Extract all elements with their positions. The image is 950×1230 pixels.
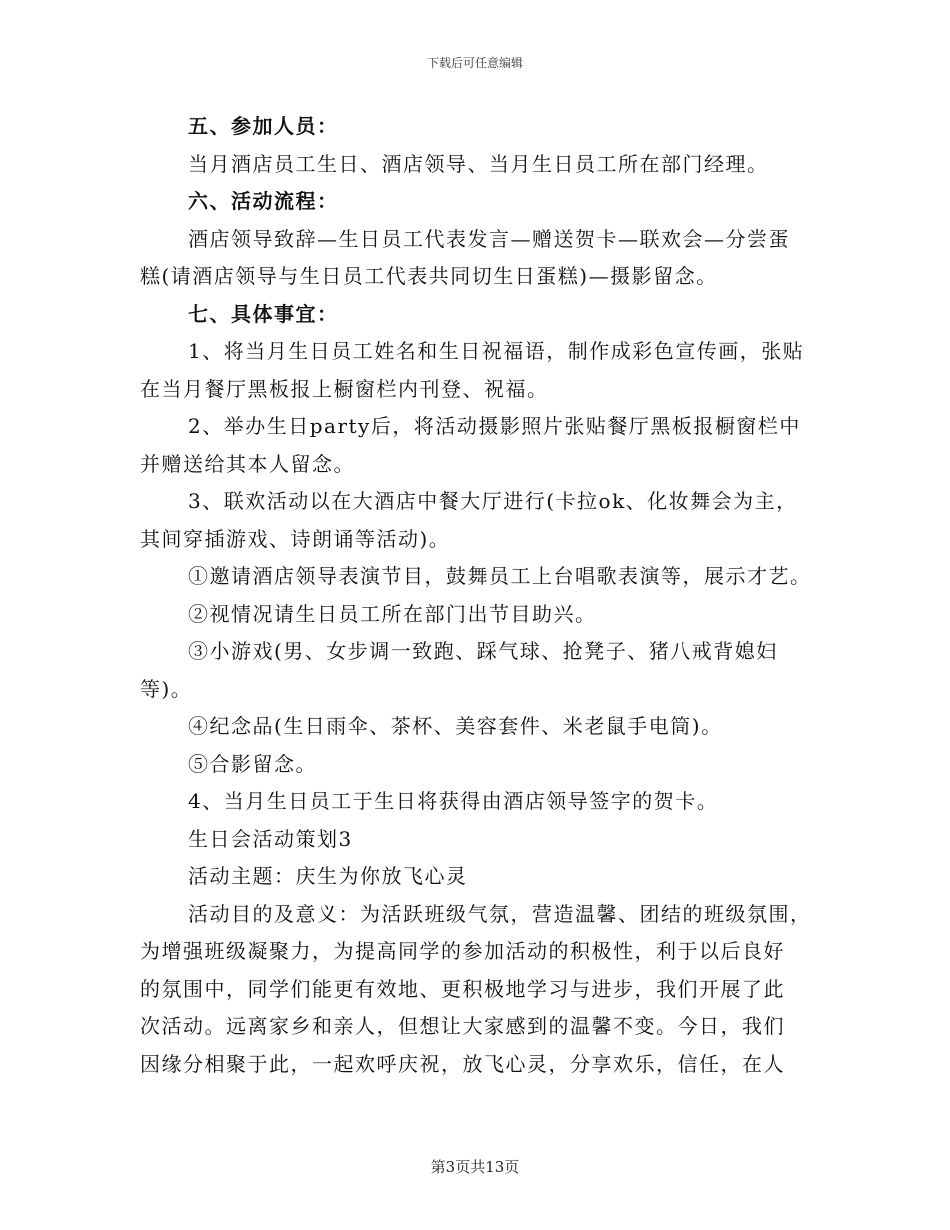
paragraph-line: 次活动。远离家乡和亲人，但想让大家感到的温馨不变。今日，我们 bbox=[140, 1014, 785, 1038]
paragraph-line: 并赠送给其本人留念。 bbox=[140, 451, 355, 476]
section-heading-details: 七、具体事宜： bbox=[188, 301, 339, 326]
sub-item-2: ②视情况请生日员工所在部门出节目助兴。 bbox=[188, 601, 597, 626]
sub-item-5: ⑤合影留念。 bbox=[188, 751, 317, 776]
page-header: 下载后可任意编辑 bbox=[426, 56, 523, 70]
list-item-4: 4、当月生日员工于生日将获得由酒店领导签字的贺卡。 bbox=[188, 789, 719, 813]
paragraph-line: 活动目的及意义：为活跃班级气氛，营造温馨、团结的班级氛围， bbox=[188, 901, 812, 926]
list-item-3: 3、联欢活动以在大酒店中餐大厅进行(卡拉ok、化妆舞会为主， bbox=[188, 489, 798, 513]
paragraph-line: 当月酒店员工生日、酒店领导、当月生日员工所在部门经理。 bbox=[188, 151, 769, 176]
activity-theme: 活动主题：庆生为你放飞心灵 bbox=[188, 864, 468, 888]
sub-item-3: ③小游戏(男、女步调一致跑、踩气球、抢凳子、猪八戒背媳妇 bbox=[188, 639, 778, 663]
paragraph-line: 等)。 bbox=[140, 676, 193, 701]
section-title: 生日会活动策划3 bbox=[188, 826, 353, 851]
paragraph-line: 在当月餐厅黑板报上橱窗栏内刊登、祝福。 bbox=[140, 376, 549, 401]
paragraph-line: 糕(请酒店领导与生日员工代表共同切生日蛋糕)—摄影留念。 bbox=[140, 264, 718, 288]
list-item-1: 1、将当月生日员工姓名和生日祝福语，制作成彩色宣传画，张贴 bbox=[188, 339, 805, 363]
paragraph-line: 为增强班级凝聚力，为提高同学的参加活动的积极性，利于以后良好 bbox=[140, 939, 785, 963]
section-heading-process: 六、活动流程： bbox=[188, 189, 339, 213]
page-number: 第3页共13页 bbox=[430, 1158, 520, 1176]
paragraph-line: 酒店领导致辞—生日员工代表发言—赠送贺卡—联欢会—分尝蛋 bbox=[188, 226, 790, 251]
document-body bbox=[140, 108, 820, 1083]
paragraph-line: 因缘分相聚于此，一起欢呼庆祝，放飞心灵，分享欢乐，信任，在人 bbox=[140, 1051, 785, 1076]
sub-item-4: ④纪念品(生日雨伞、茶杯、美容套件、米老鼠手电筒)。 bbox=[188, 714, 723, 738]
paragraph-line: 其间穿插游戏、诗朗诵等活动)。 bbox=[140, 526, 451, 551]
section-heading-participants: 五、参加人员： bbox=[188, 114, 339, 138]
sub-item-1: ①邀请酒店领导表演节目，鼓舞员工上台唱歌表演等，展示才艺。 bbox=[188, 564, 812, 588]
paragraph-line: 的氛围中，同学们能更有效地、更积极地学习与进步，我们开展了此 bbox=[140, 976, 785, 1001]
list-item-2: 2、举办生日party后，将活动摄影照片张贴餐厅黑板报橱窗栏中 bbox=[188, 414, 801, 438]
